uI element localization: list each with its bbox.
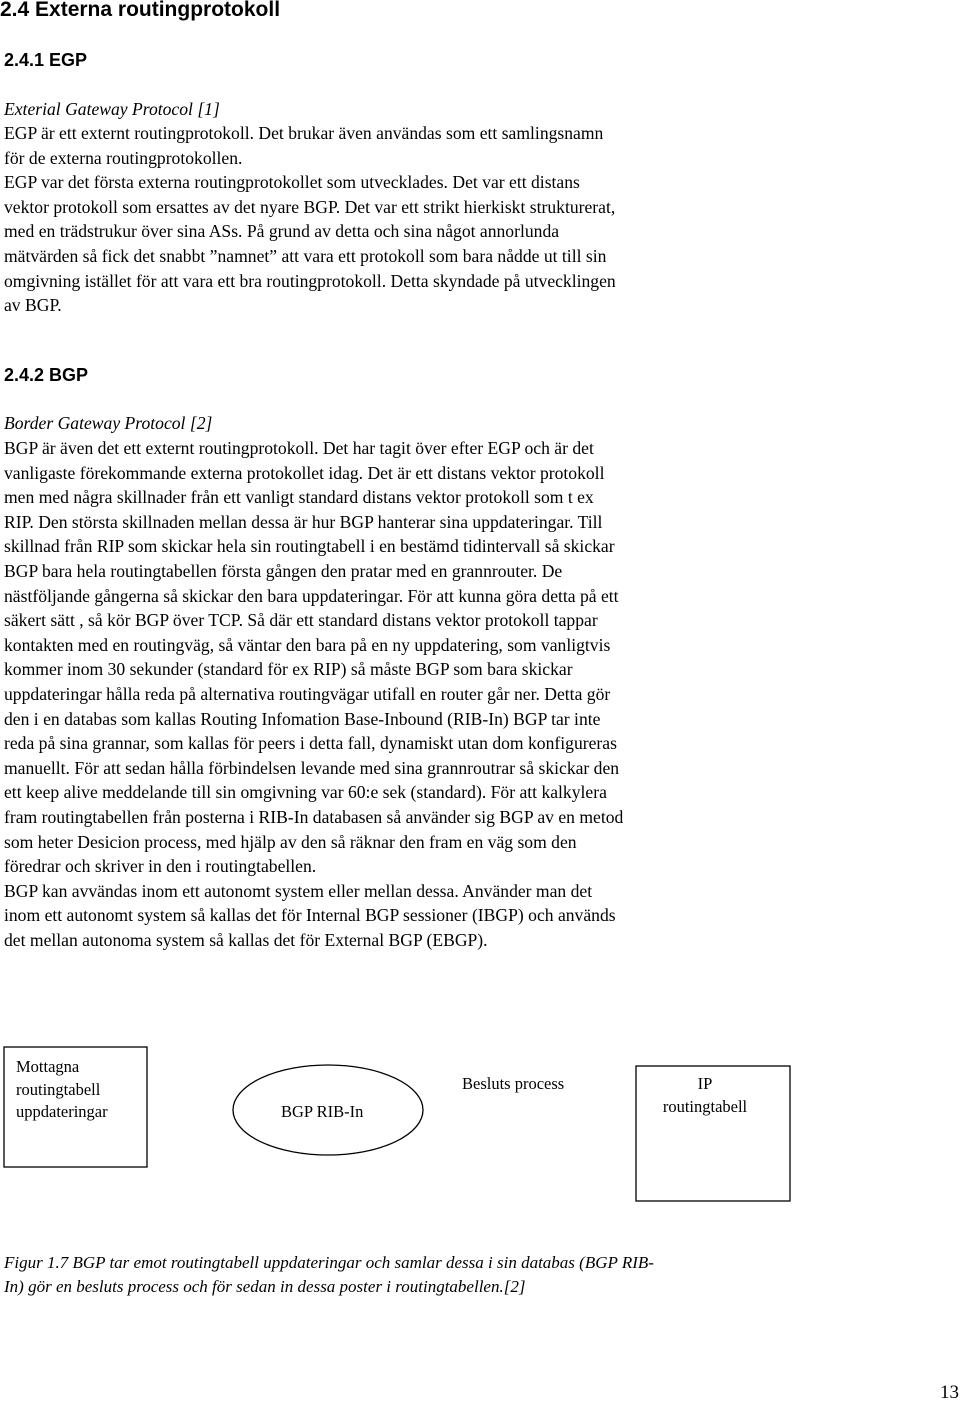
section-heading: 2.4 Externa routingprotokoll <box>0 0 281 21</box>
bgp-flow-diagram <box>0 1040 960 1220</box>
process-label: Besluts process <box>462 1074 565 1093</box>
input-label: Mottagna routingtabell uppdateringar <box>16 1057 108 1121</box>
routing-table-label: IP routingtabell <box>662 1074 748 1116</box>
egp-heading: 2.4.1 EGP <box>4 50 88 70</box>
bgp-subtitle: Border Gateway Protocol [2] <box>4 413 213 433</box>
egp-paragraph: EGP är ett externt routingprotokoll. Det brukar även användas som ett samlingsnamn för de externa routingprotokollen. EGP var det första externa routingprotokollet som utvecklades. Det var ett distans vektor protokoll som ersattes av det nyare BGP. Det var ett strikt hierkiskt strukturerat, med en trädstrukur över sina ASs. På grund av detta och sina något annorlunda mätvärden så fick det snabbt ”namnet” att vara ett protokoll som bara nådde ut till sin omgivning istället för att vara ett bra routingprotokoll. Detta skyndade på utvecklingen av BGP. <box>4 123 616 316</box>
diagram-shapes <box>0 1040 960 1220</box>
bgp-paragraph: BGP är även det ett externt routingprotokoll. Det har tagit över efter EGP och är det vanligaste förekommande externa protokollet idag. Det är ett distans vektor protokoll men med några skillnader från ett vanligt standard distans vektor protokoll som t ex RIP. Den största skillnaden mellan dessa är hur BGP hanterar sina uppdateringar. Till skillnad från RIP som skickar hela sin routingtabell i en bestämd tidintervall så skickar BGP bara hela routingtabellen första gången den pratar med en grannrouter. De nästföljande gångerna så skickar den bara uppdateringar. För att kunna göra detta på ett säkert sätt , så kör BGP över TCP. Så där ett standard distans vektor protokoll tappar kontakten med en routingväg, så väntar den bara på en ny uppdatering, som vanligtvis kommer inom 30 sekunder (standard för ex RIP) så måste BGP som bara skickar uppdateringar hålla reda på alternativa routingvägar utifall en router går ner. Detta gör den i en databas som kallas Routing Infomation Base-Inbound (RIB-In) BGP tar inte reda på sina grannar, som kallas för peers i detta fall, dynamiskt utan dom konfigureras manuellt. För att sedan hålla förbindelsen levande med sina grannroutrar så skickar den ett keep alive meddelande till sin omgivning var 60:e sek (standard). För att kalkylera fram routingtabellen från posterna i RIB-In databasen så använder sig BGP av en metod som heter Desicion process, med hjälp av den så räknar den fram en väg som den föredrar och skriver in den i routingtabellen. BGP kan avvändas inom ett autonomt system eller mellan dessa. Använder man det inom ett autonomt system så kallas det för Internal BGP sessioner (IBGP) och används det mellan autonoma system så kallas det för External BGP (EBGP). <box>4 438 624 950</box>
page-number: 13 <box>940 1382 959 1403</box>
figure-caption: Figur 1.7 BGP tar emot routingtabell uppdateringar och samlar dessa i sin databas (BGP RIB- In) gör en besluts process och för sedan in dessa poster i routingtabellen.[2] <box>4 1253 654 1296</box>
bgp-heading: 2.4.2 BGP <box>4 365 89 385</box>
egp-subtitle: Exterial Gateway Protocol [1] <box>4 99 220 119</box>
rib-in-label: BGP RIB-In <box>281 1102 364 1121</box>
